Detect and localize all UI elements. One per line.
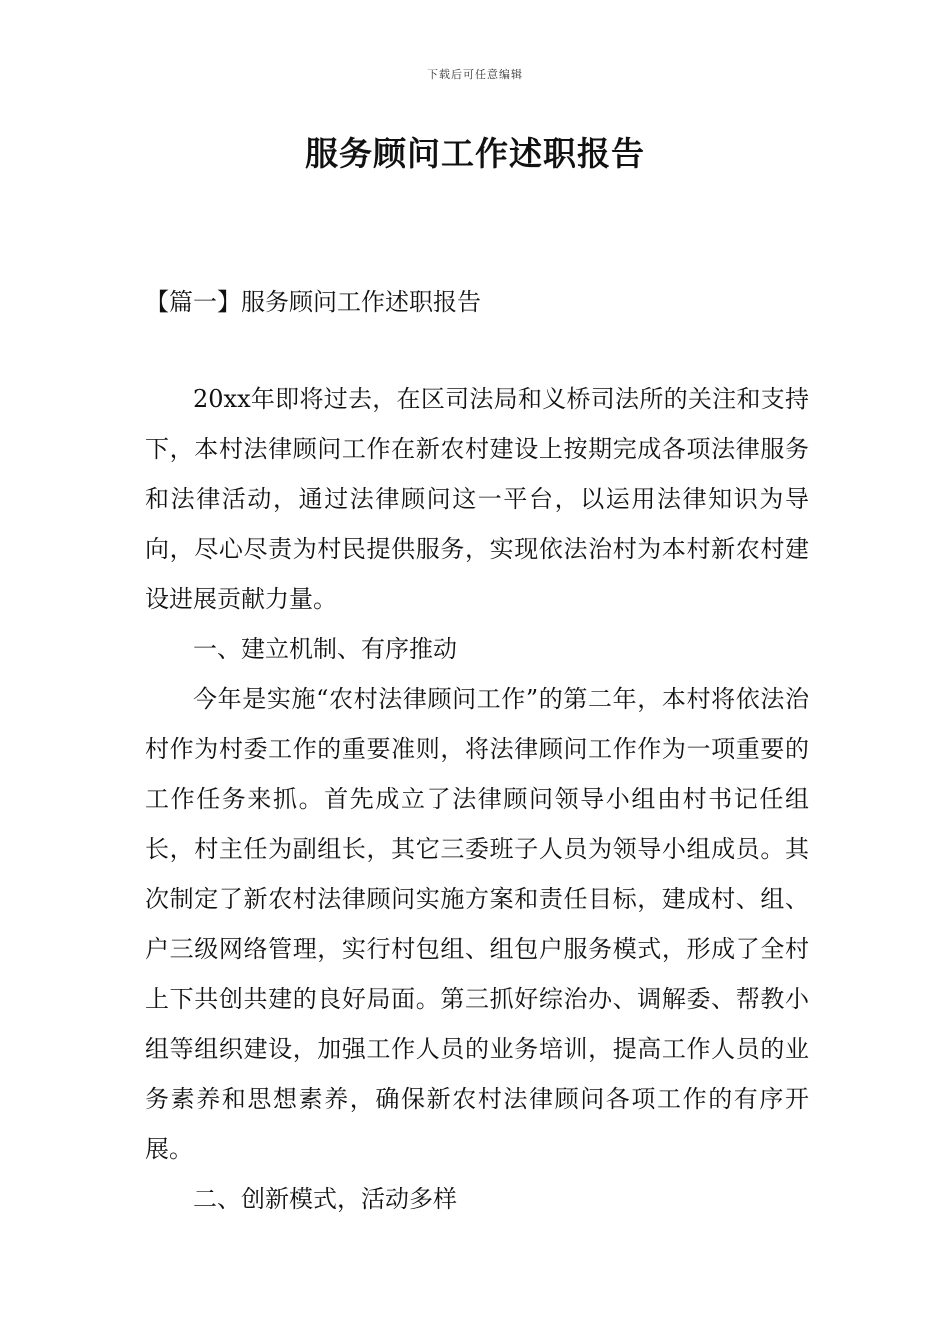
paragraph-intro: 20xx年即将过去，在区司法局和义桥司法所的关注和支持下，本村法律顾问工作在新农村建设上按期完成各项法律服务和法律活动，通过法律顾问这一平台，以运用法律知识为导向，尽心尽责为村民提供服务，实现依法治村为本村新农村建设进展贡献力量。 (145, 385, 809, 613)
document-title: 服务顾问工作述职报告 (305, 134, 645, 173)
header-note: 下载后可任意编辑 (427, 68, 523, 81)
subheading-two: 二、创新模式，活动多样 (193, 1185, 457, 1213)
section-heading: 【篇一】服务顾问工作述职报告 (145, 288, 481, 316)
paragraph-mechanism: 今年是实施“农村法律顾问工作”的第二年，本村将依法治村作为村委工作的重要准则，将法律顾问工作作为一项重要的工作任务来抓。首先成立了法律顾问领导小组由村书记任组长，村主任为副组长，其它三委班子人员为领导小组成员。其次制定了新农村法律顾问实施方案和责任目标，建成村、组、户三级网络管理，实行村包组、组包户服务模式，形成了全村上下共创共建的良好局面。第三抓好综治办、调解委、帮教小组等组织建设，加强工作人员的业务培训，提高工作人员的业务素养和思想素养，确保新农村法律顾问各项工作的有序开展。 (145, 685, 809, 1163)
document-body (145, 374, 809, 1224)
subheading-one: 一、建立机制、有序推动 (193, 635, 457, 663)
